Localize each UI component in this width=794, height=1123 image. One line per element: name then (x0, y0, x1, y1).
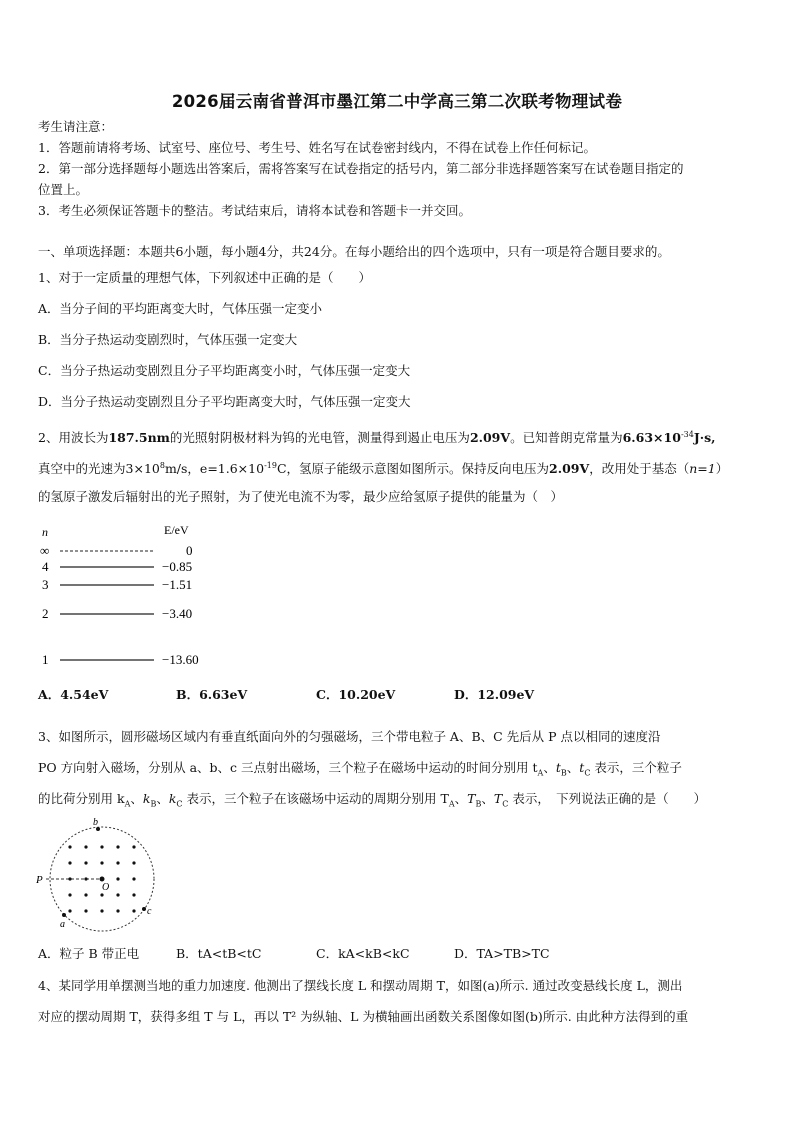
q2-light-speed: 3×10 (125, 461, 160, 477)
q2-line-2 (38, 457, 758, 478)
q2-text: 真空中的光速为 (38, 461, 126, 477)
field-dot (100, 861, 103, 864)
q2-text: ） (715, 461, 729, 477)
q3-text: 表示， 下列说法正确的是（ ） (508, 791, 707, 806)
q1-option-d: D．当分子热运动变剧烈且分子平均距离变大时，气体压强一定变大 (38, 394, 411, 409)
label-c: c (147, 906, 152, 917)
notice-item-1: 1．答题前请将考场、试室号、座位号、考生号、姓名写在试卷密封线内，不得在试卷上作任何标记。 (38, 140, 596, 155)
notice-item-2: 2．第一部分选择题每小题选出答案后，需将答案写在试卷指定的括号内，第二部分非选择题答案写在试卷题目指定的 (38, 161, 684, 176)
level-energy-label: −3.40 (162, 606, 193, 621)
q2-text: 2、用波长为 (38, 430, 109, 446)
q2-option-d: D．12.09eV (454, 687, 535, 702)
field-dot (68, 845, 71, 848)
q2-planck-unit: J·s, (693, 430, 716, 446)
q2-option-b: B．6.63eV (176, 687, 248, 702)
level-n-label: ∞ (40, 543, 50, 558)
q1-option-b: B．当分子热运动变剧烈时，气体压强一定变大 (38, 332, 298, 347)
point-c (142, 907, 146, 911)
q1-option-a: A．当分子间的平均距离变大时，气体压强一定变小 (38, 301, 323, 316)
field-dot (100, 909, 103, 912)
q3-text: PO 方向射入磁场，分别从 a、b、c 三点射出磁场，三个粒子在磁场中运动的时间分别用 t (38, 760, 538, 775)
field-dot (68, 893, 71, 896)
q2-light-speed-unit: m/s，e=1.6×10 (164, 461, 265, 477)
field-dot (100, 845, 103, 848)
energy-axis-label: E/eV (164, 523, 189, 537)
field-dot (100, 893, 103, 896)
label-p: P (36, 874, 43, 886)
q3-option-b: B．tA<tB<tC (176, 946, 262, 961)
q2-text: 的光照射阴极材料为钨的光电管，测量得到遏止电压为 (169, 430, 470, 446)
level-n-label: 3 (42, 577, 49, 592)
label-a: a (60, 919, 65, 930)
label-o: O (102, 882, 110, 893)
q4-line-1: 4、某同学用单摆测当地的重力加速度. 他测出了摆线长度 L 和摆动周期 T，如图(a)所示. 通过改变悬线长度 L，测出 (38, 978, 683, 993)
q3-text: 表示，三个粒子 (590, 760, 682, 775)
level-energy-label: −13.60 (162, 652, 199, 667)
field-dot (116, 909, 119, 912)
field-dot (132, 909, 135, 912)
field-dot (132, 861, 135, 864)
section-heading: 一、单项选择题：本题共6小题，每小题4分，共24分。在每小题给出的四个选项中，只有一项是符合题目要求的。 (38, 244, 670, 259)
level-n-label: 1 (42, 652, 49, 667)
field-dot (132, 877, 135, 880)
q2-text: C，氢原子能级示意图如图所示。保持反向电压为 (276, 461, 550, 477)
center-point (100, 877, 105, 882)
q2-n-eq: n=1 (689, 461, 716, 477)
q3-line-1: 3、如图所示，圆形磁场区域内有垂直纸面向外的匀强磁场，三个带电粒子 A、B、C 先后从 P 点以相同的速度沿 (38, 729, 661, 744)
q2-voltage: 2.09V (469, 430, 511, 446)
q2-option-c: C．10.20eV (316, 687, 396, 702)
field-dot (116, 877, 119, 880)
notice-item-3: 3．考生必须保证答题卡的整洁。考试结束后，请将本试卷和答题卡一并交回。 (38, 203, 471, 218)
q2-planck: 6.63×10 (622, 430, 681, 446)
field-dot (132, 845, 135, 848)
q2-planck-exp: -34 (680, 430, 694, 439)
field-dot (84, 893, 87, 896)
level-energy-label: 0 (186, 543, 193, 558)
notice-item-2-cont: 位置上。 (38, 182, 89, 197)
field-dot (84, 877, 87, 880)
field-dot (116, 845, 119, 848)
q2-voltage: 2.09V (549, 461, 590, 477)
q2-charge-exp: -19 (264, 461, 277, 470)
q1-option-c: C．当分子热运动变剧烈且分子平均距离变小时，气体压强一定变大 (38, 363, 411, 378)
q2-text: ，改用处于基态（ (589, 461, 690, 477)
n-axis-label: n (42, 525, 48, 539)
exam-title: 2026届云南省普洱市墨江第二中学高三第二次联考物理试卷 (171, 92, 623, 111)
q2-wavelength: 187.5nm (108, 430, 170, 446)
q2-text: 。已知普朗克常量为 (510, 430, 623, 446)
level-energy-label: −0.85 (162, 559, 193, 574)
field-dot (68, 877, 71, 880)
field-dot (132, 893, 135, 896)
label-b: b (93, 817, 98, 828)
field-dot (84, 845, 87, 848)
magnetic-field-diagram (32, 815, 162, 935)
level-n-label: 2 (42, 606, 49, 621)
q3-line-3: 的比荷分别用 $k_A$、$k_B$、$k_C$ 表示，三个粒子在该磁场中运动的周期分别用 $T_A$、$T_B$、$T_C$ 表示， 下列说法正确的是（ ） (38, 791, 707, 809)
q2-light-speed-exp: 8 (159, 461, 165, 470)
q3-option-d: D．TA>TB>TC (454, 946, 550, 961)
q3-text: 的比荷分别用 k (38, 791, 125, 806)
energy-level-diagram (36, 520, 236, 680)
notice-heading: 考生请注意： (38, 119, 114, 134)
q2-line-1 (38, 426, 758, 447)
field-dot (68, 909, 71, 912)
q3-text: 表示，三个粒子在该磁场中运动的周期分别用 T (182, 791, 449, 806)
field-dot (84, 909, 87, 912)
field-dot (68, 861, 71, 864)
field-dot (84, 861, 87, 864)
q3-line-2: PO 方向射入磁场，分别从 a、b、c 三点射出磁场，三个粒子在磁场中运动的时间分别用 $t_A$、$t_B$、$t_C$ 表示，三个粒子 (38, 760, 682, 778)
level-energy-label: −1.51 (162, 577, 193, 592)
q4-line-2: 对应的摆动周期 T，获得多组 T 与 L，再以 T² 为纵轴、L 为横轴画出函数关系图像如图(b)所示. 由此种方法得到的重 (38, 1009, 689, 1024)
q1-stem: 1、对于一定质量的理想气体，下列叙述中正确的是（ ） (38, 270, 371, 285)
point-a (62, 913, 66, 917)
q3-option-a: A．粒子 B 带正电 (38, 946, 140, 961)
q2-line-3: 的氢原子激发后辐射出的光子照射，为了使光电流不为零，最少应给氢原子提供的能量为（ ） (38, 489, 564, 504)
field-dot (116, 893, 119, 896)
q3-option-c: C．kA<kB<kC (316, 946, 410, 961)
q2-option-a: A．4.54eV (38, 687, 109, 702)
level-n-label: 4 (42, 559, 49, 574)
field-dot (116, 861, 119, 864)
